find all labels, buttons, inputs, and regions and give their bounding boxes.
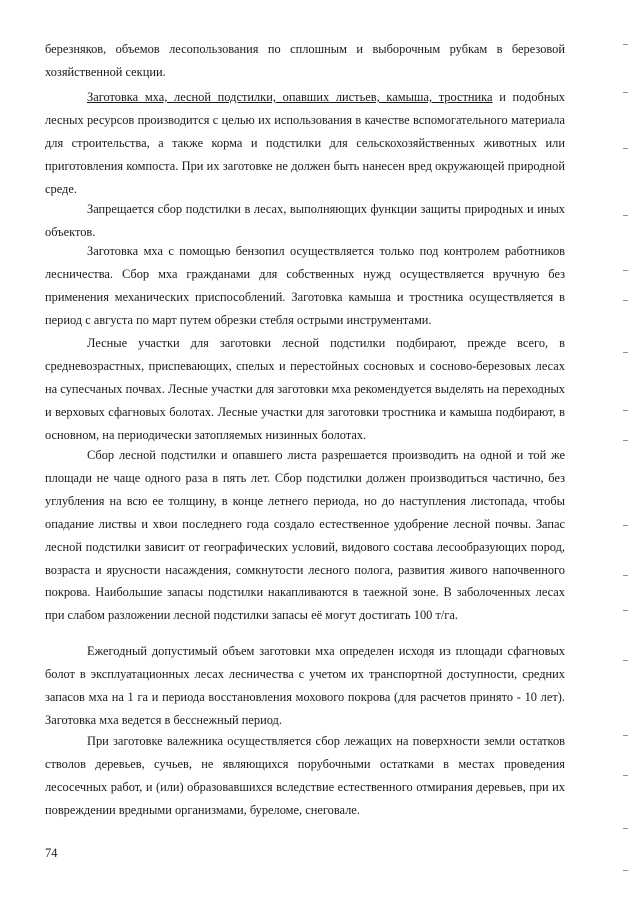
paragraph-8-text: При заготовке валежника осуществляется сбор лежащих на поверхности земли остатков стволов деревьев, сучьев, не являющихся порубочными остатками в местах проведения лесосечных работ, и (или) образовавшихся вследствие естественного отмирания деревьев, при их повреждении вредными организмами, буреломе, снеговале. bbox=[45, 734, 565, 817]
paragraph-1-text: березняков, объемов лесопользования по сплошным и выборочным рубкам в березовой хозяйственной секции. bbox=[45, 42, 565, 79]
paragraph-3-text: Запрещается сбор подстилки в лесах, выполняющих функции защиты природных и иных объектов. bbox=[45, 202, 565, 239]
paragraph-4-text: Заготовка мха с помощью бензопил осуществляется только под контролем работников лесничества. Сбор мха гражданами для собственных нужд осуществляется вручную без применения механических приспособлений. Заготовка камыша и тростника осуществляется в период с августа по март путем обрезки стебля острыми инструментами. bbox=[45, 244, 565, 327]
paragraph-7-text: Ежегодный допустимый объем заготовки мха определен исходя из площади сфагновых болот в эксплуатационных лесах лесничества с учетом их транспортной доступности, средних запасов мха на 1 га и периода восстановления мохового покрова (для расчетов принято - 10 лет). Заготовка мха ведется в бесснежный период. bbox=[45, 644, 565, 727]
paragraph-5 bbox=[45, 332, 565, 447]
paragraph-4 bbox=[45, 240, 565, 332]
paragraph-2-text: и подобных лесных ресурсов производится с целью их использования в качестве вспомогательного материала для строительства, а также корма и подстилки для сельскохозяйственных животных или приготовления компоста. При их заготовке не должен быть нанесен вред окружающей природной среде. bbox=[45, 90, 565, 196]
paragraph-2-underlined-text: Заготовка мха, лесной подстилки, опавших листьев, камыша, тростника bbox=[87, 90, 493, 104]
paragraph-3 bbox=[45, 198, 565, 244]
page-number: 74 bbox=[45, 846, 58, 860]
paragraph-7 bbox=[45, 640, 565, 732]
paragraph-8 bbox=[45, 730, 565, 822]
paragraph-5-text: Лесные участки для заготовки лесной подстилки подбирают, прежде всего, в средневозрастных, приспевающих, спелых и перестойных сосновых и сосново-березовых лесах на супесчаных почвах. Лесные участки для заготовки мха рекомендуется выделять на переходных и верховых сфагновых болотах. Лесные участки для заготовки тростника и камыша подбирают, в основном, на периодически затопляемых низинных болотах. bbox=[45, 336, 565, 442]
paragraph-2 bbox=[45, 86, 565, 201]
paragraph-6-text: Сбор лесной подстилки и опавшего листа разрешается производить на одной и той же площади не чаще одного раза в пять лет. Сбор подстилки должен производиться частично, без углубления на всю ее толщину, в конце летнего периода, но до наступления листопада, чтобы опадание листвы и хвои последнего года создало естественное удобрение лесной почвы. Запас лесной подстилки зависит от географических условий, видового состава лесообразующих пород, возраста и ярусности насаждения, сомкнутости лесного полога, развития живого напочвенного покрова. Наибольшие запасы подстилки накапливаются в таежной зоне. В заболоченных лесах при слабом разложении лесной подстилки запасы её могут достигать 100 т/га. bbox=[45, 448, 565, 623]
paragraph-1 bbox=[45, 38, 565, 84]
paragraph-6 bbox=[45, 444, 565, 627]
